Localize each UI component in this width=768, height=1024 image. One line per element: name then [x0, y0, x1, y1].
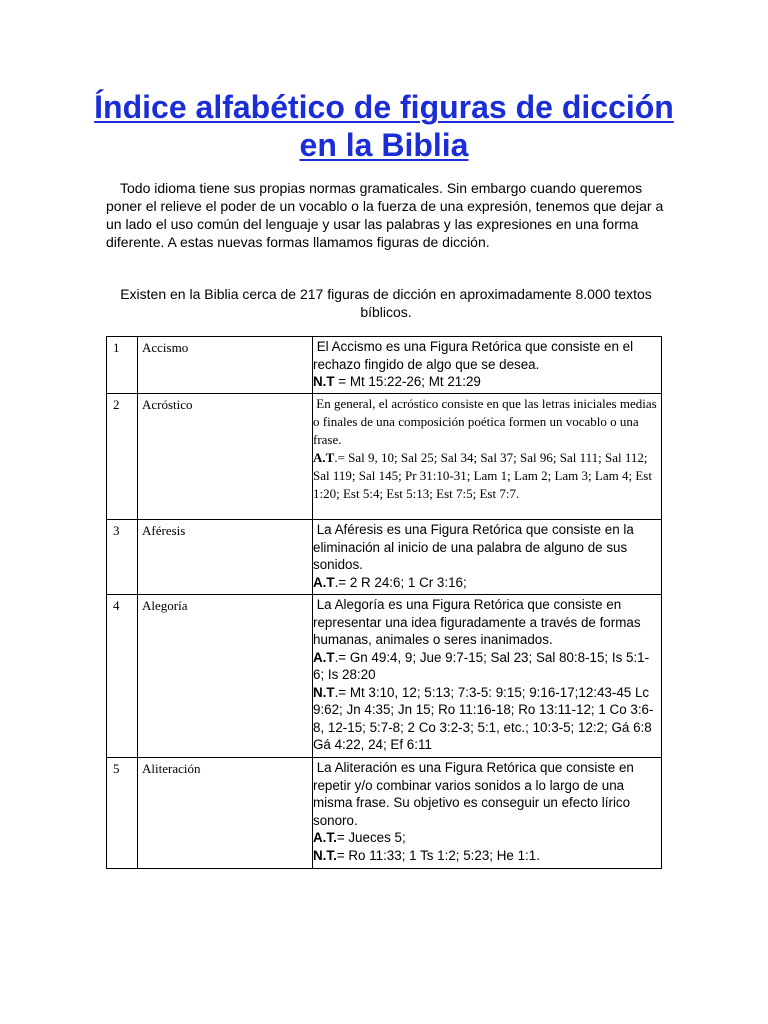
table-row: [107, 595, 662, 758]
description-text: La Aliteración es una Figura Retórica que consiste en repetir y/o combinar varios sonidos a lo largo de una misma frase. Su objetivo es conseguir un efecto lírico sonoro.: [313, 760, 634, 828]
table-row: [107, 337, 662, 394]
reference-text: .= Sal 9, 10; Sal 25; Sal 34; Sal 37; Sal 96; Sal 111; Sal 112; Sal 119; Sal 145; Pr 31:10-31; Lam 1; Lam 2; Lam 3; Lam 4; Est 1:20; Est 5:4; Est 5:13; Est 7:5; Est 7:7.: [313, 450, 652, 501]
description-text: La Aféresis es una Figura Retórica que consiste en la eliminación al inicio de una palabra de alguno de sus sonidos.: [313, 522, 634, 572]
figures-count-paragraph: Existen en la Biblia cerca de 217 figuras de dicción en aproximadamente 8.000 textos bíblicos.: [120, 286, 652, 320]
figure-name: Aliteración: [138, 758, 313, 869]
figure-name: Alegoría: [138, 595, 313, 758]
reference-text: = Mt 15:22-26; Mt 21:29: [334, 374, 481, 389]
reference-line: [313, 649, 659, 684]
reference-line: [313, 449, 659, 503]
description-text: El Accismo es una Figura Retórica que consiste en el rechazo fingido de algo que se desea.: [313, 339, 634, 372]
reference-text: = Ro 11:33; 1 Ts 1:2; 5:23; He 1:1.: [336, 847, 540, 863]
reference-line: [313, 373, 659, 391]
row-number: 5: [107, 758, 138, 869]
reference-line: [313, 684, 659, 754]
figure-description: [313, 520, 662, 595]
intro-paragraph: Todo idioma tiene sus propias normas gramaticales. Sin embargo cuando queremos poner el relieve el poder de un vocablo o la fuerza de una expresión, tenemos que dejar a un lado el uso común del lenguaje y usar las palabras y las expresiones en una forma diferente. A estas nuevas formas llamamos figuras de dicción.: [106, 180, 664, 250]
description-text: En general, el acróstico consiste en que las letras iniciales medias o finales de una composición poética formen un vocablo o una frase.: [313, 396, 657, 447]
figures-table: [106, 336, 662, 869]
reference-text: = Jueces 5;: [336, 830, 406, 845]
table-row: [107, 520, 662, 595]
testament-label: A.T: [313, 450, 335, 465]
row-number: 4: [107, 595, 138, 758]
table-row: [107, 758, 662, 869]
testament-label: A.T.: [313, 830, 337, 845]
table-row: [107, 394, 662, 520]
description-text: La Alegoría es una Figura Retórica que consiste en representar una idea figuradamente a través de formas humanas, animales o seres inanimados.: [313, 597, 641, 647]
figure-name: Accismo: [138, 337, 313, 394]
figure-name: Aféresis: [138, 520, 313, 595]
figure-description: [313, 394, 662, 520]
page-title[interactable]: Índice alfabético de figuras de dicción en la Biblia: [94, 89, 674, 163]
reference-line: [313, 829, 659, 847]
testament-label: A.T: [313, 574, 335, 590]
reference-line: [313, 574, 659, 592]
reference-text: .= Mt 3:10, 12; 5:13; 7:3-5: 9:15; 9:16-17;12:43-45 Lc 9:62; Jn 4:35; Jn 15; Ro 11:16-18; Ro 13:11-12; 1 Co 3:6-8, 12-15; 5:7-8; 2 Co 3:2-3; 5:1, etc.; 10:3-5; 12:2; Gá 6:8 Gá 4:22, 24; Ef 6:11: [313, 684, 654, 752]
figure-description: [313, 595, 662, 758]
reference-text: .= 2 R 24:6; 1 Cr 3:16;: [334, 574, 467, 590]
testament-label: N.T: [313, 374, 335, 389]
testament-label: N.T: [313, 684, 335, 700]
row-number: 3: [107, 520, 138, 595]
testament-label: A.T: [313, 649, 335, 665]
row-number: 1: [107, 337, 138, 394]
testament-label: N.T.: [313, 847, 337, 863]
figure-description: [313, 758, 662, 869]
figure-name: Acróstico: [138, 394, 313, 520]
reference-line: [313, 847, 659, 865]
reference-text: .= Gn 49:4, 9; Jue 9:7-15; Sal 23; Sal 80:8-15; Is 5:1-6; Is 28:20: [313, 649, 650, 682]
figure-description: [313, 337, 662, 394]
row-number: 2: [107, 394, 138, 520]
